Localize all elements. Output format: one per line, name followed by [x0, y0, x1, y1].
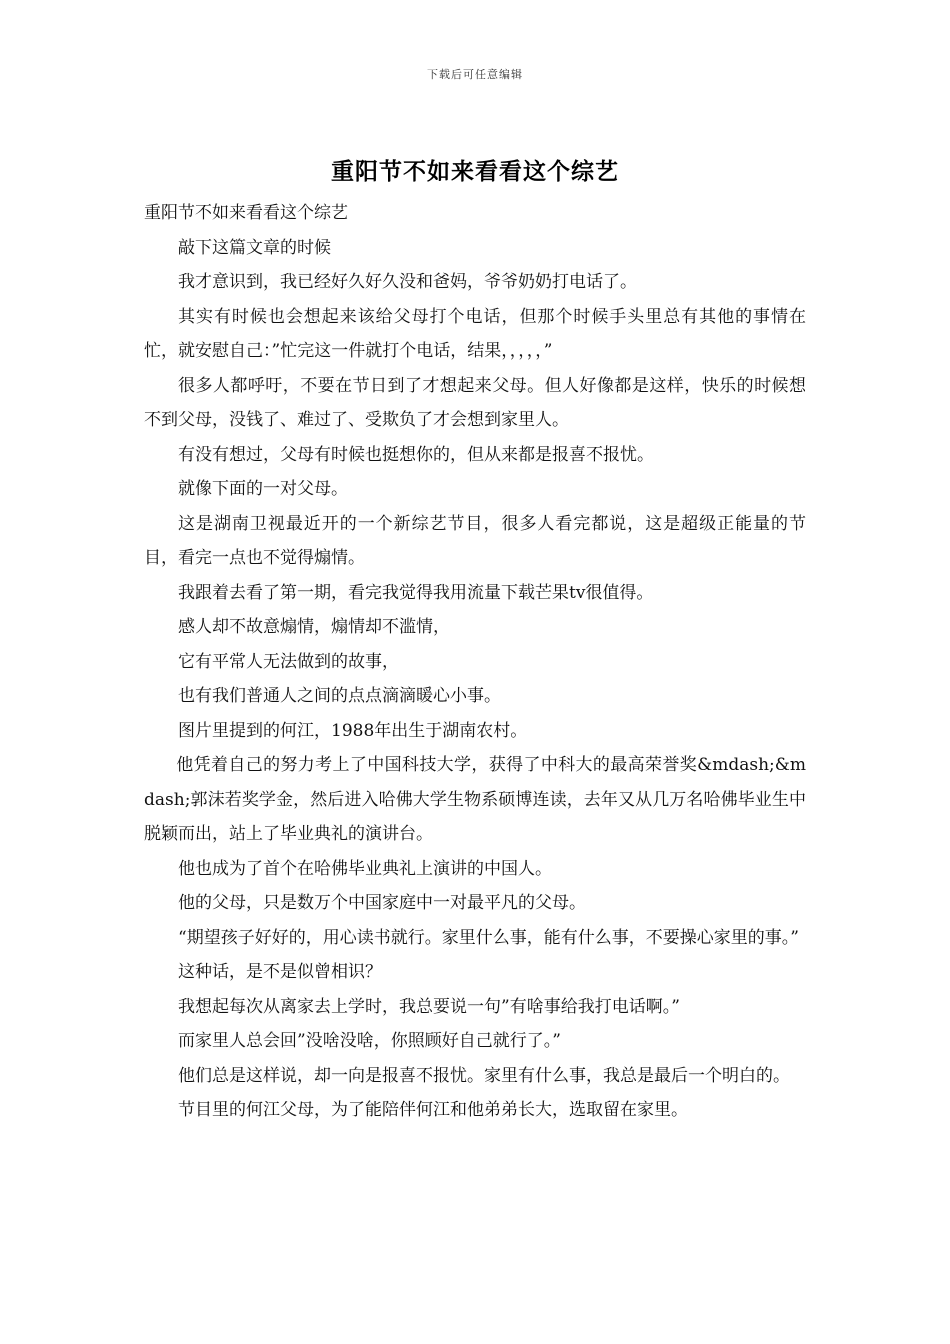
paragraph: 这种话，是不是似曾相识？	[178, 962, 382, 982]
paragraph: 他的父母，只是数万个中国家庭中一对最平凡的父母。	[178, 893, 586, 913]
document-title: 重阳节不如来看看这个综艺	[331, 158, 619, 185]
paragraph: 而家里人总会回”没啥没啥，你照顾好自己就行了。”	[178, 1031, 561, 1051]
paragraph: 有没有想过，父母有时候也挺想你的，但从来都是报喜不报忧。	[178, 444, 654, 465]
paragraph: 它有平常人无法做到的故事，	[178, 651, 399, 672]
paragraph: 就像下面的一对父母。	[178, 479, 348, 499]
paragraph: 他凭着自己的努力考上了中国科技大学，获得了中科大的最高荣誉奖&mdash;&mdash;郭沫若奖学金，然后进入哈佛大学生物系硕博连读，去年又从几万名哈佛毕业生中脱颖而出，站上了毕业典礼的演讲台。	[144, 755, 806, 844]
paragraph: 他们总是这样说，却一向是报喜不报忧。家里有什么事，我总是最后一个明白的。	[178, 1065, 790, 1086]
header-note: 下载后可任意编辑	[427, 68, 523, 81]
paragraph: 他也成为了首个在哈佛毕业典礼上演讲的中国人。	[178, 858, 552, 879]
document-body	[144, 196, 806, 1128]
paragraph: 其实有时候也会想起来该给父母打个电话，但那个时候手头里总有其他的事情在忙，就安慰自己：”忙完这一件就打个电话，结果，，，，，”	[144, 306, 806, 361]
paragraph: 敲下这篇文章的时候	[178, 237, 331, 258]
paragraph: 感人却不故意煽情，煽情却不滥情，	[178, 617, 450, 637]
paragraph: 我想起每次从离家去上学时，我总要说一句”有啥事给我打电话啊。”	[178, 996, 680, 1017]
paragraph: 重阳节不如来看看这个综艺	[144, 203, 348, 223]
paragraph: “期望孩子好好的，用心读书就行。家里什么事，能有什么事，不要操心家里的事。”	[178, 927, 799, 948]
paragraph: 我才意识到，我已经好久好久没和爸妈，爷爷奶奶打电话了。	[178, 272, 637, 292]
paragraph: 我跟着去看了第一期，看完我觉得我用流量下载芒果tv很值得。	[178, 582, 654, 603]
paragraph: 这是湖南卫视最近开的一个新综艺节目，很多人看完都说，这是超级正能量的节目，看完一点也不觉得煽情。	[144, 513, 806, 568]
paragraph: 节目里的何江父母，为了能陪伴何江和他弟弟长大，选取留在家里。	[178, 1100, 688, 1120]
paragraph: 图片里提到的何江，1988年出生于湖南农村。	[178, 720, 528, 741]
paragraph: 很多人都呼吁，不要在节日到了才想起来父母。但人好像都是这样，快乐的时候想不到父母，没钱了、难过了、受欺负了才会想到家里人。	[144, 375, 806, 430]
paragraph: 也有我们普通人之间的点点滴滴暖心小事。	[178, 686, 501, 706]
